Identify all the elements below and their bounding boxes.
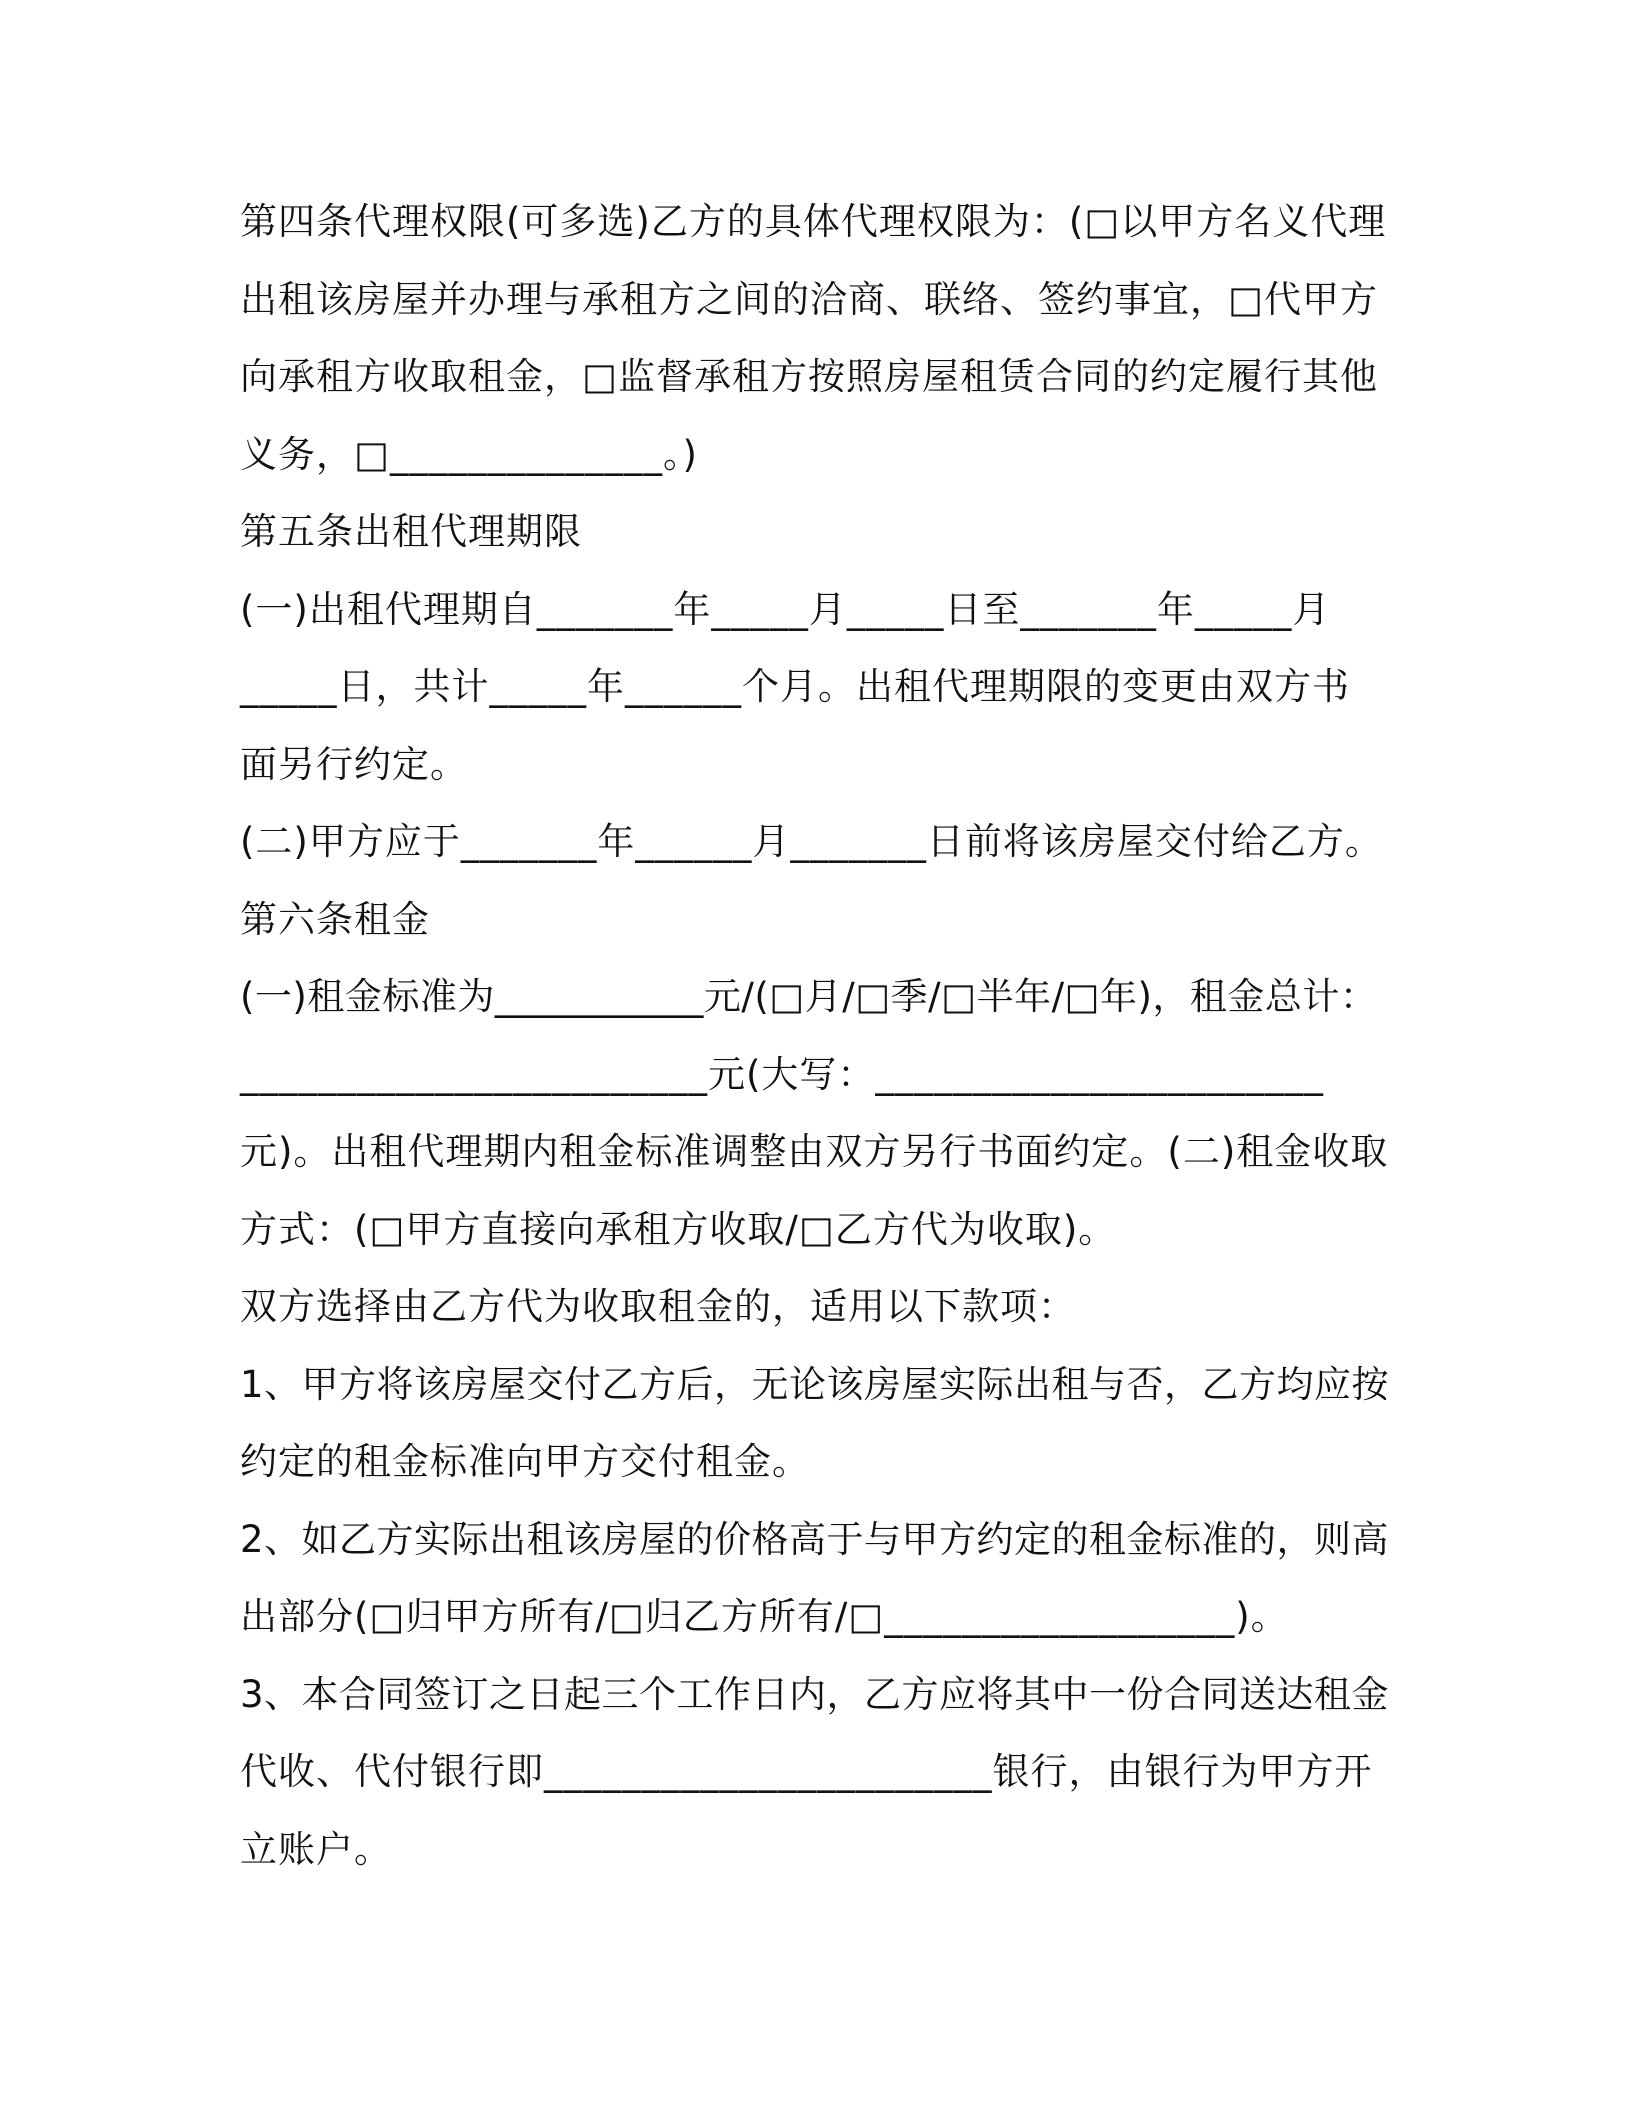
clause-5-heading: 第五条出租代理期限 [240,510,582,553]
clause-4-line-2: 出租该房屋并办理与承租方之间的洽商、联络、签约事宜，□代甲方 [240,277,1378,321]
clause-6-1-line-3: 元)。出租代理期内租金标准调整由双方另行书面约定。(二)租金收取 [240,1130,1389,1173]
clause-4-line-3: 向承租方收取租金，□监督承租方按照房屋租赁合同的约定履行其他 [240,355,1378,398]
clause-6-intro-line: 双方选择由乙方代为收取租金的，适用以下款项： [240,1285,1076,1328]
document-body [240,183,1390,1888]
clause-5-2-line: (二)甲方应于_______年______月_______日前将该房屋交付给乙方。 [240,820,1383,863]
clause-6-heading: 第六条租金 [240,897,430,941]
item-3-line-3: 立账户。 [240,1827,392,1871]
item-2-line-2: 出部分(□归甲方所有/□归乙方所有/□__________________)。 [240,1595,1289,1638]
clause-5-1-line-3: 面另行约定。 [240,742,468,786]
clause-5-1-line-2: _____日，共计_____年______个月。出租代理期限的变更由双方书 [240,665,1350,708]
item-2-line-1: 2、如乙方实际出租该房屋的价格高于与甲方约定的租金标准的，则高 [240,1517,1390,1561]
item-3-line-1: 3、本合同签订之日起三个工作日内，乙方应将其中一份合同送达租金 [240,1672,1390,1716]
clause-6-1-line-1: (一)租金标准为___________元/(□月/□季/□半年/□年)，租金总计： [240,975,1378,1018]
clause-6-2-line: 方式：(□甲方直接向承租方收取/□乙方代为收取)。 [240,1207,1117,1251]
clause-5-1-line-1: (一)出租代理期自_______年_____月_____日至_______年_____月 [240,587,1331,631]
item-1-line-2: 约定的租金标准向甲方交付租金。 [240,1440,810,1483]
clause-4-line-1: 第四条代理权限(可多选)乙方的具体代理权限为：(□以甲方名义代理 [240,200,1387,243]
item-1-line-1: 1、甲方将该房屋交付乙方后，无论该房屋实际出租与否，乙方均应按 [240,1362,1390,1406]
clause-6-1-line-2: ________________________元(大写：_______________________ [240,1052,1324,1096]
clause-4-line-4: 义务，□______________。) [240,432,698,476]
item-3-line-2: 代收、代付银行即_______________________银行，由银行为甲方开 [240,1750,1373,1793]
